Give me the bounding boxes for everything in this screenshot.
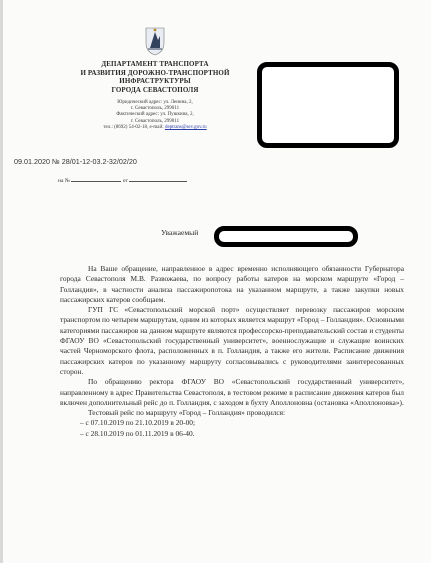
phone-text: тел.: (8692) 54-02-18, e-mail: — [103, 124, 165, 130]
schedule-list-item: – с 07.10.2019 по 21.10.2019 в 20-00; — [80, 418, 196, 428]
schedule-list-item: – с 28.10.2019 по 01.11.2019 в 06-40. — [80, 428, 195, 438]
letter-body — [60, 264, 404, 439]
reference-number-blank — [71, 176, 121, 182]
body-paragraph: ГУП ГС «Севастопольский морской порт» осуществляет перевозку пассажиров морским транспортом по четырем маршрутам, одним из которых является маршрут «Город – Голландия». Основными категориями пассажиров на данном маршруте являются профессорско-преподавательский состав и студенты ФГАОУ ВО «Севастопольский государственный университет», военнослужащие и служащие воинских частей Черноморского флота, расположенных в п. Голландия, а также его жители. Расписание движения пассажирских катеров по указанному маршруту согласовывались с руководителями заинтересованных сторон. — [60, 305, 404, 376]
number-sign: № — [51, 157, 60, 166]
department-name-line: ДЕПАРТАМЕНТ ТРАНСПОРТА — [101, 60, 209, 68]
body-paragraph: На Ваше обращение, направленное в адрес временно исполняющего обязанности Губернатора города Севастополя М.В. Развожаева, по вопросу работы катеров на морском маршруте «Город – Голландия», в частности анализа пассажиропотока на указанном маршруте, а также закупки новых пассажирских катеров сообщаем. — [60, 264, 404, 304]
actual-address-city: г. Севастополь, 299011 — [130, 118, 180, 124]
redacted-recipient-block — [257, 62, 399, 148]
salutation: Уважаемый — [161, 228, 199, 237]
department-name-line: ИНФРАСТРУКТУРЫ — [119, 77, 191, 85]
legal-address-city: г. Севастополь, 299011 — [130, 106, 180, 112]
actual-address: Фактический адрес: ул. Пушкина, 2, — [116, 112, 194, 118]
letterhead — [60, 26, 250, 131]
reference-date-blank — [129, 176, 187, 182]
department-address — [60, 100, 250, 131]
sevastopol-coat-of-arms-icon — [143, 26, 167, 56]
reference-date-label: от — [122, 178, 128, 184]
body-paragraph: Тестовый рейс по маршруту «Город – Голландия» проводился: — [88, 408, 286, 418]
reference-number-label: на № — [58, 178, 71, 184]
redacted-recipient-name — [214, 226, 358, 247]
email-link[interactable]: deptrans@sev.gov.ru — [164, 124, 207, 130]
reference-line — [58, 176, 187, 184]
department-name-line: ГОРОДА СЕВАСТОПОЛЯ — [111, 85, 199, 94]
body-paragraph: По обращению ректора ФГАОУ ВО «Севастопольский государственный университет», направленному в адрес Правительства Севастополя, в тестовом режиме в расписание движения катеров был включен дополнительный рейс до п. Голландия, с заходом в бухту Аполлоновна (остановка «Аполлоновка»). — [60, 377, 404, 407]
department-name-line: И РАЗВИТИЯ ДОРОЖНО-ТРАНСПОРТНОЙ — [80, 68, 230, 77]
outgoing-date: 09.01.2020 — [14, 157, 50, 166]
legal-address: Юридический адрес: ул. Ленина, 2, — [117, 100, 193, 105]
page-edge-shadow — [0, 0, 3, 563]
department-name — [60, 60, 250, 94]
outgoing-number — [14, 157, 137, 166]
outgoing-reg-number: 28/01-12-03.2-32/02/20 — [61, 157, 137, 166]
contacts — [60, 125, 250, 131]
